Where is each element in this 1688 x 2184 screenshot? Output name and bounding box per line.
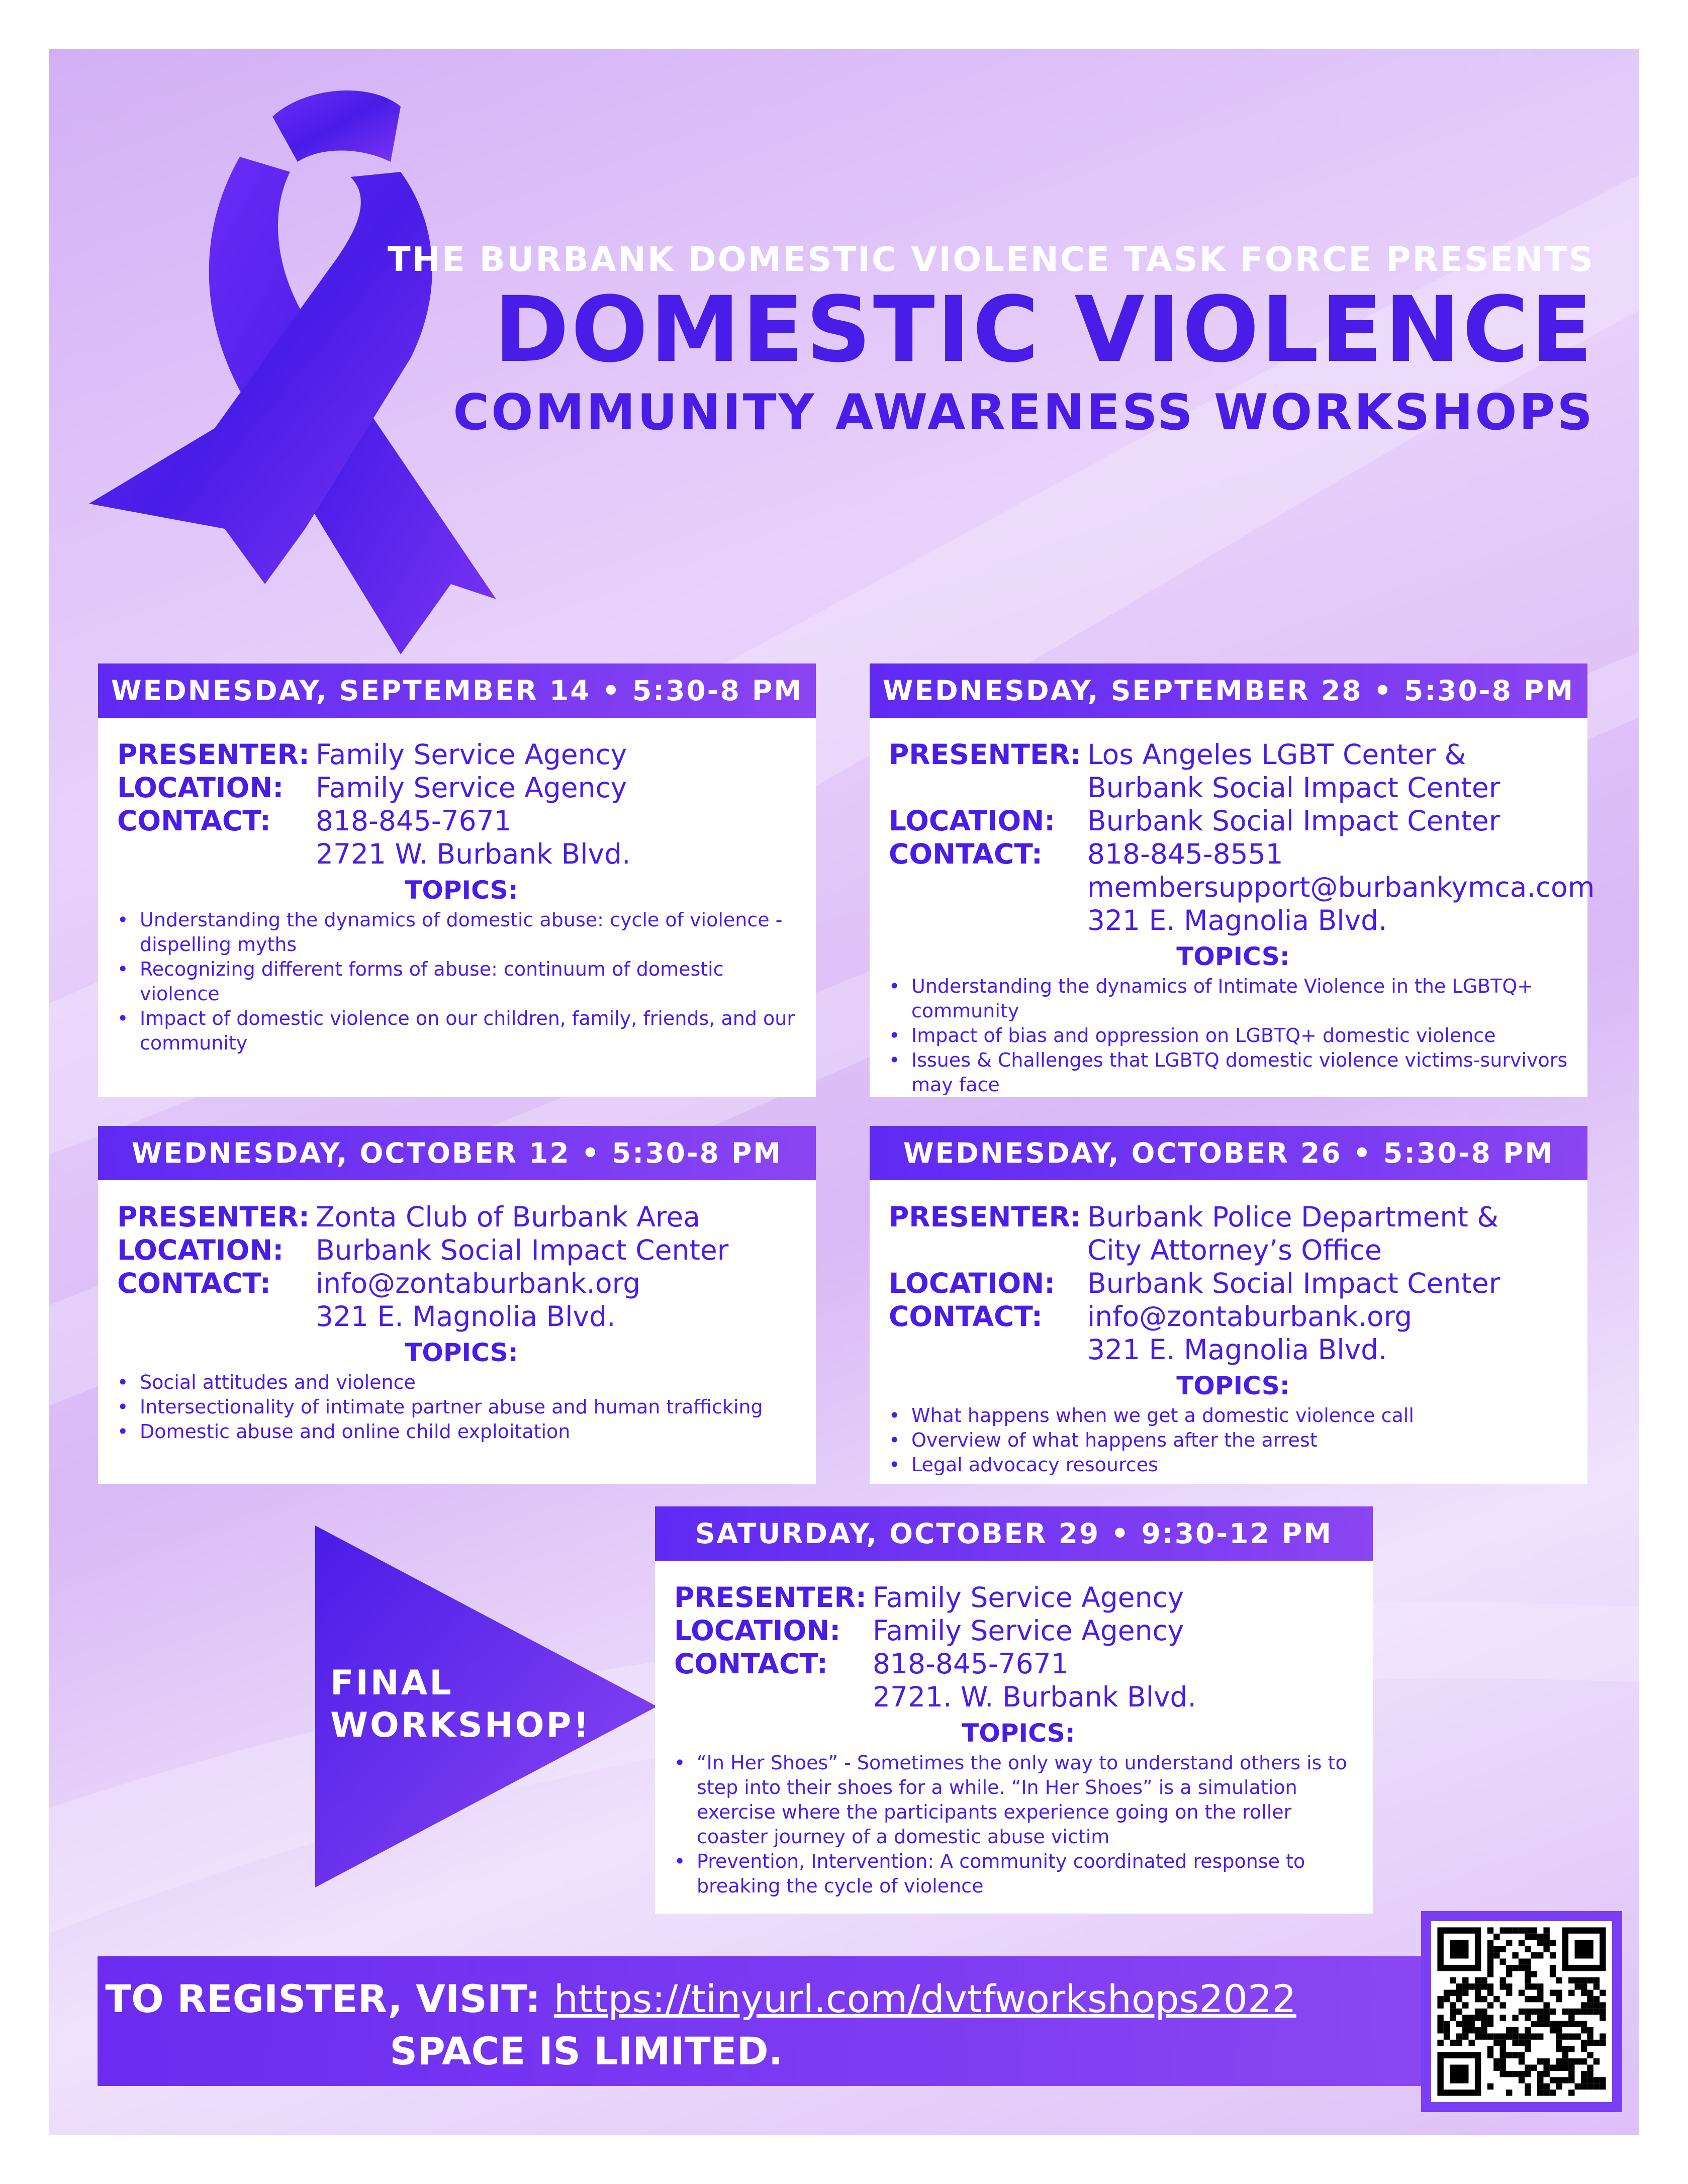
topics-list: [889, 1403, 1577, 1477]
presenter-label: PRESENTER:: [674, 1581, 867, 1613]
contact-label: CONTACT:: [889, 838, 1043, 870]
contact-value: [316, 804, 806, 871]
list-item: • Overview of what happens after the arrest: [889, 1428, 1577, 1453]
contact-phone: 818-845-8551: [1087, 838, 1283, 870]
contact-email: info@zontaburbank.org: [316, 1267, 641, 1299]
list-item: • Understanding the dynamics of domestic abuse: cycle of violence - dispelling myths: [117, 908, 806, 957]
register-label: TO REGISTER, VISIT:: [105, 1976, 554, 2021]
list-item: • Legal advocacy resources: [889, 1453, 1577, 1477]
list-item: • Impact of bias and oppression on LGBTQ+ domestic violence: [889, 1023, 1577, 1048]
list-item: • “In Her Shoes” - Sometimes the only way to understand others is to step into their shoes for a while. “In Her Shoes” is a simulation exercise where the participants experience going on the roller coaster journey of a domestic abuse victim: [674, 1751, 1363, 1849]
topics-list: [674, 1751, 1363, 1898]
contact-address: 2721. W. Burbank Blvd.: [873, 1681, 1196, 1713]
location-label: LOCATION:: [889, 1267, 1056, 1299]
contact-phone: 818-845-7671: [316, 805, 512, 837]
workshop-card-sep14: [98, 663, 816, 1097]
presenter-value: Family Service Agency: [316, 738, 627, 771]
contact-phone: 818-845-7671: [873, 1648, 1069, 1680]
presenter-value: Zonta Club of Burbank Area: [316, 1201, 700, 1233]
workshop-card-oct26: [870, 1126, 1587, 1484]
register-line: [98, 1976, 1304, 2021]
workshop-date: WEDNESDAY, OCTOBER 26 • 5:30-8 PM: [870, 1126, 1587, 1180]
presenter-line-2: Burbank Social Impact Center: [1087, 772, 1501, 804]
workshop-date: WEDNESDAY, SEPTEMBER 28 • 5:30-8 PM: [870, 663, 1587, 718]
presenter-label: PRESENTER:: [889, 738, 1081, 771]
presenter-value: [1087, 738, 1577, 804]
workshop-card-sep28: [870, 663, 1595, 1097]
contact-label: CONTACT:: [117, 805, 271, 837]
location-value: Family Service Agency: [316, 772, 627, 804]
location-label: LOCATION:: [889, 805, 1056, 837]
list-item: • Domestic abuse and online child exploitation: [117, 1419, 806, 1444]
contact-label: CONTACT:: [117, 1267, 271, 1299]
topics-list: [889, 974, 1577, 1097]
location-label: LOCATION:: [674, 1615, 841, 1647]
register-link[interactable]: https://tinyurl.com/dvtfworkshops2022: [553, 1976, 1296, 2021]
location-value: Burbank Social Impact Center: [1087, 1267, 1501, 1299]
topics-heading: TOPICS:: [1176, 1371, 1290, 1400]
contact-value: [1087, 1300, 1577, 1366]
presenter-line-1: Burbank Police Department &: [1087, 1201, 1499, 1233]
topics-heading: TOPICS:: [1176, 942, 1290, 971]
topics-heading: TOPICS:: [405, 1338, 518, 1367]
contact-email: membersupport@burbankymca.com: [1087, 871, 1595, 903]
presenter-value: Family Service Agency: [873, 1581, 1184, 1613]
list-item: • Issues & Challenges that LGBTQ domestic violence victims-survivors may face: [889, 1048, 1577, 1097]
contact-label: CONTACT:: [889, 1300, 1043, 1333]
presenter-line-2: City Attorney’s Office: [1087, 1234, 1382, 1266]
topics-list: [117, 908, 806, 1056]
contact-value: [873, 1647, 1363, 1714]
location-value: Family Service Agency: [873, 1615, 1184, 1647]
contact-address: 2721 W. Burbank Blvd.: [316, 838, 631, 870]
contact-value: [316, 1267, 806, 1333]
workshop-date: WEDNESDAY, OCTOBER 12 • 5:30-8 PM: [98, 1126, 816, 1180]
presenter-label: PRESENTER:: [117, 738, 310, 771]
final-workshop-badge: [330, 1662, 591, 1747]
contact-address: 321 E. Magnolia Blvd.: [316, 1300, 616, 1333]
space-limited-note: SPACE IS LIMITED.: [390, 2029, 783, 2073]
final-line-1: FINAL: [330, 1663, 453, 1703]
presenter-label: PRESENTER:: [889, 1201, 1081, 1233]
location-value: Burbank Social Impact Center: [1087, 805, 1501, 837]
contact-value: [1087, 837, 1595, 937]
topics-heading: TOPICS:: [405, 876, 518, 905]
list-item: • Intersectionality of intimate partner abuse and human trafficking: [117, 1395, 806, 1419]
page-title: DOMESTIC VIOLENCE: [494, 277, 1595, 383]
presenter-line: THE BURBANK DOMESTIC VIOLENCE TASK FORCE PRESENTS: [387, 240, 1595, 279]
location-label: LOCATION:: [117, 772, 284, 804]
topics-list: [117, 1370, 806, 1444]
location-label: LOCATION:: [117, 1234, 284, 1266]
presenter-line-1: Los Angeles LGBT Center &: [1087, 738, 1466, 771]
list-item: • Impact of domestic violence on our children, family, friends, and our community: [117, 1006, 806, 1056]
list-item: • What happens when we get a domestic violence call: [889, 1403, 1577, 1428]
contact-address: 321 E. Magnolia Blvd.: [1087, 1334, 1387, 1366]
workshop-card-oct12: [98, 1126, 816, 1484]
qr-code-icon[interactable]: [1421, 1911, 1622, 2112]
topics-heading: TOPICS:: [962, 1719, 1075, 1748]
workshop-date: SATURDAY, OCTOBER 29 • 9:30-12 PM: [655, 1506, 1373, 1561]
contact-label: CONTACT:: [674, 1648, 828, 1680]
final-line-2: WORKSHOP!: [330, 1705, 591, 1745]
workshop-card-oct29: [655, 1506, 1373, 1914]
qr-code-pattern: [1431, 1921, 1612, 2102]
contact-email: info@zontaburbank.org: [1087, 1300, 1413, 1333]
list-item: • Prevention, Intervention: A community coordinated response to breaking the cycle of violence: [674, 1849, 1363, 1898]
list-item: • Social attitudes and violence: [117, 1370, 806, 1395]
list-item: • Understanding the dynamics of Intimate Violence in the LGBTQ+ community: [889, 974, 1577, 1023]
location-value: Burbank Social Impact Center: [316, 1234, 729, 1266]
workshop-date: WEDNESDAY, SEPTEMBER 14 • 5:30-8 PM: [98, 663, 816, 718]
page-subtitle: COMMUNITY AWARENESS WORKSHOPS: [453, 384, 1595, 441]
list-item: • Recognizing different forms of abuse: continuum of domestic violence: [117, 957, 806, 1006]
presenter-value: [1087, 1200, 1577, 1267]
presenter-label: PRESENTER:: [117, 1201, 310, 1233]
contact-address: 321 E. Magnolia Blvd.: [1087, 904, 1387, 936]
poster: [49, 49, 1639, 2135]
register-banner: [98, 1956, 1508, 2086]
